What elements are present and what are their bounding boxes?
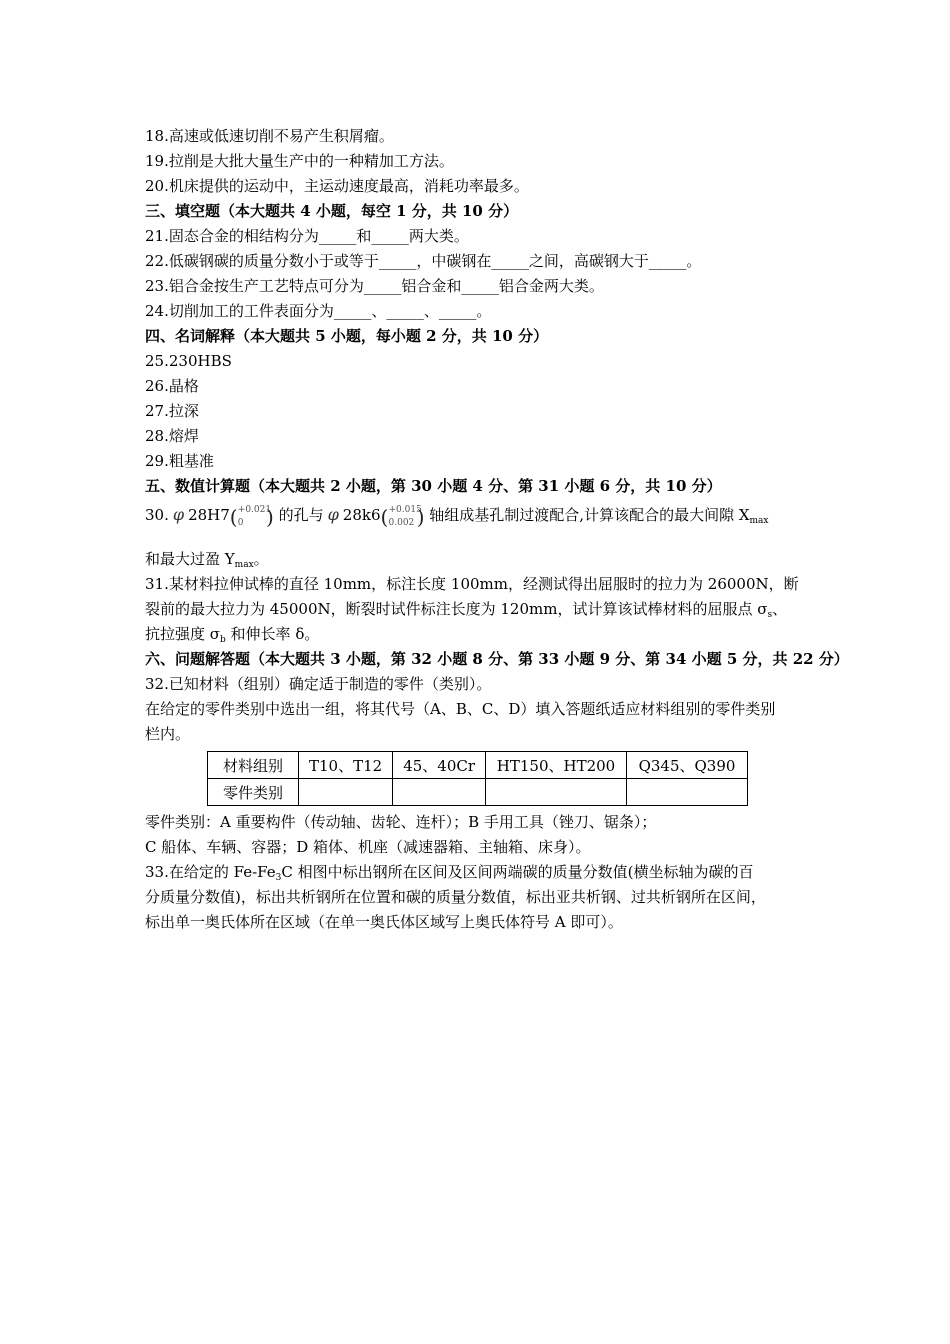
shaft-size: 28k6 — [342, 506, 381, 524]
question-31-line3-text: 抗拉强度 σ — [145, 625, 221, 643]
question-33-line3: 标出单一奥氏体所在区域（在单一奥氏体区域写上奥氏体符号 A 即可）。 — [145, 913, 623, 931]
hole-lower-deviation: 0 — [237, 518, 244, 528]
section-heading-fill-in: 三、填空题（本大题共 4 小题，每空 1 分，共 10 分） — [145, 202, 519, 220]
question-27: 27.拉深 — [145, 402, 199, 420]
table-cell: Q345、Q390 — [627, 752, 748, 779]
question-31-line3 — [145, 622, 825, 647]
table-cell: 45、40Cr — [393, 752, 486, 779]
question-33-line1-text: 33.在给定的 Fe-Fe — [145, 863, 276, 881]
question-30-tail: 轴组成基孔制过渡配合,计算该配合的最大间隙 X — [429, 506, 750, 524]
fe3c-subscript: 3 — [275, 873, 282, 883]
question-28: 28.熔焊 — [145, 427, 199, 445]
question-18: 18.高速或低速切削不易产生积屑瘤。 — [145, 127, 394, 145]
table-row — [208, 779, 748, 806]
phi-symbol-2: φ — [327, 505, 339, 524]
question-23: 23.铝合金按生产工艺特点可分为_____铝合金和_____铝合金两大类。 — [145, 277, 604, 295]
table-row — [208, 752, 748, 779]
shaft-tolerance: ( +0.015 0.002 ) — [380, 505, 425, 529]
question-22: 22.低碳钢碳的质量分数小于或等于_____，中碳钢在_____之间，高碳钢大于_____。 — [145, 252, 702, 270]
ymax-subscript: max — [234, 560, 254, 570]
table-cell: 零件类别 — [208, 779, 299, 806]
question-24: 24.切削加工的工件表面分为_____、_____、_____。 — [145, 302, 492, 320]
section-heading-calculation: 五、数值计算题（本大题共 2 小题，第 30 小题 4 分、第 31 小题 6 分，共 10 分） — [145, 477, 722, 495]
question-30-line1 — [145, 499, 825, 541]
question-30-line2 — [145, 547, 825, 572]
question-31-line1: 31.某材料拉伸试棒的直径 10mm，标注长度 100mm，经测试得出屈服时的拉力为 26000N，断 — [145, 575, 799, 593]
question-31-line2 — [145, 597, 825, 622]
table-cell: 材料组别 — [208, 752, 299, 779]
xmax-subscript: max — [749, 516, 769, 526]
phi-symbol: φ — [172, 505, 185, 524]
question-21: 21.固态合金的相结构分为_____和_____两大类。 — [145, 227, 469, 245]
hole-tolerance: ( +0.021 0 ) — [229, 505, 274, 529]
question-31-line3-end: 和伸长率 δ。 — [225, 625, 320, 643]
exam-page — [145, 124, 849, 935]
question-31-line2-end: 、 — [772, 600, 788, 618]
question-32-line3: 栏内。 — [145, 725, 191, 743]
categories-line1: 零件类别：A 重要构件（传动轴、齿轮、连杆）；B 手用工具（锉刀、锯条）； — [145, 813, 657, 831]
table-cell — [393, 779, 486, 806]
shaft-upper-deviation: +0.015 — [388, 505, 422, 515]
question-30-number: 30. — [145, 506, 169, 524]
shaft-lower-deviation: 0.002 — [388, 518, 415, 528]
question-26: 26.晶格 — [145, 377, 199, 395]
question-32-line1: 32.已知材料（组别）确定适于制造的零件（类别）。 — [145, 675, 492, 693]
hole-size: 28H7 — [188, 506, 230, 524]
question-30-line2-end: 。 — [253, 550, 269, 568]
question-33-line1 — [145, 860, 825, 885]
categories-line2: C 船体、车辆、容器；D 箱体、机座（减速器箱、主轴箱、床身）。 — [145, 838, 591, 856]
table-cell — [486, 779, 627, 806]
question-20: 20.机床提供的运动中，主运动速度最高，消耗功率最多。 — [145, 177, 529, 195]
question-25: 25.230HBS — [145, 352, 232, 370]
question-33-line2: 分质量分数值)，标出共析钢所在位置和碳的质量分数值，标出亚共析钢、过共析钢所在区间， — [145, 888, 766, 906]
section-heading-answer: 六、问题解答题（本大题共 3 小题，第 32 小题 8 分、第 33 小题 9 分、第 34 小题 5 分，共 22 分） — [145, 650, 849, 668]
question-32-line2: 在给定的零件类别中选出一组，将其代号（A、B、C、D）填入答题纸适应材料组别的零件类别 — [145, 700, 776, 718]
question-19: 19.拉削是大批大量生产中的一种精加工方法。 — [145, 152, 454, 170]
hole-upper-deviation: +0.021 — [237, 505, 272, 515]
question-31-line2-text: 裂前的最大拉力为 45000N，断裂时试件标注长度为 120mm，试计算该试棒材料的屈服点 σ — [145, 600, 768, 618]
question-30-line2-text: 和最大过盈 Y — [145, 550, 235, 568]
sigma-b-subscript: b — [220, 635, 226, 645]
section-heading-terms: 四、名词解释（本大题共 5 小题，每小题 2 分，共 10 分） — [145, 327, 549, 345]
table-cell: HT150、HT200 — [486, 752, 627, 779]
table-cell: T10、T12 — [299, 752, 393, 779]
table-cell — [299, 779, 393, 806]
question-33-line1-end: C 相图中标出钢所在区间及区间两端碳的质量分数值(横坐标轴为碳的百 — [281, 863, 754, 881]
material-table — [207, 751, 748, 806]
sigma-s-subscript: s — [767, 610, 773, 620]
question-29: 29.粗基准 — [145, 452, 214, 470]
question-30-mid: 的孔与 — [278, 506, 324, 524]
table-cell — [627, 779, 748, 806]
